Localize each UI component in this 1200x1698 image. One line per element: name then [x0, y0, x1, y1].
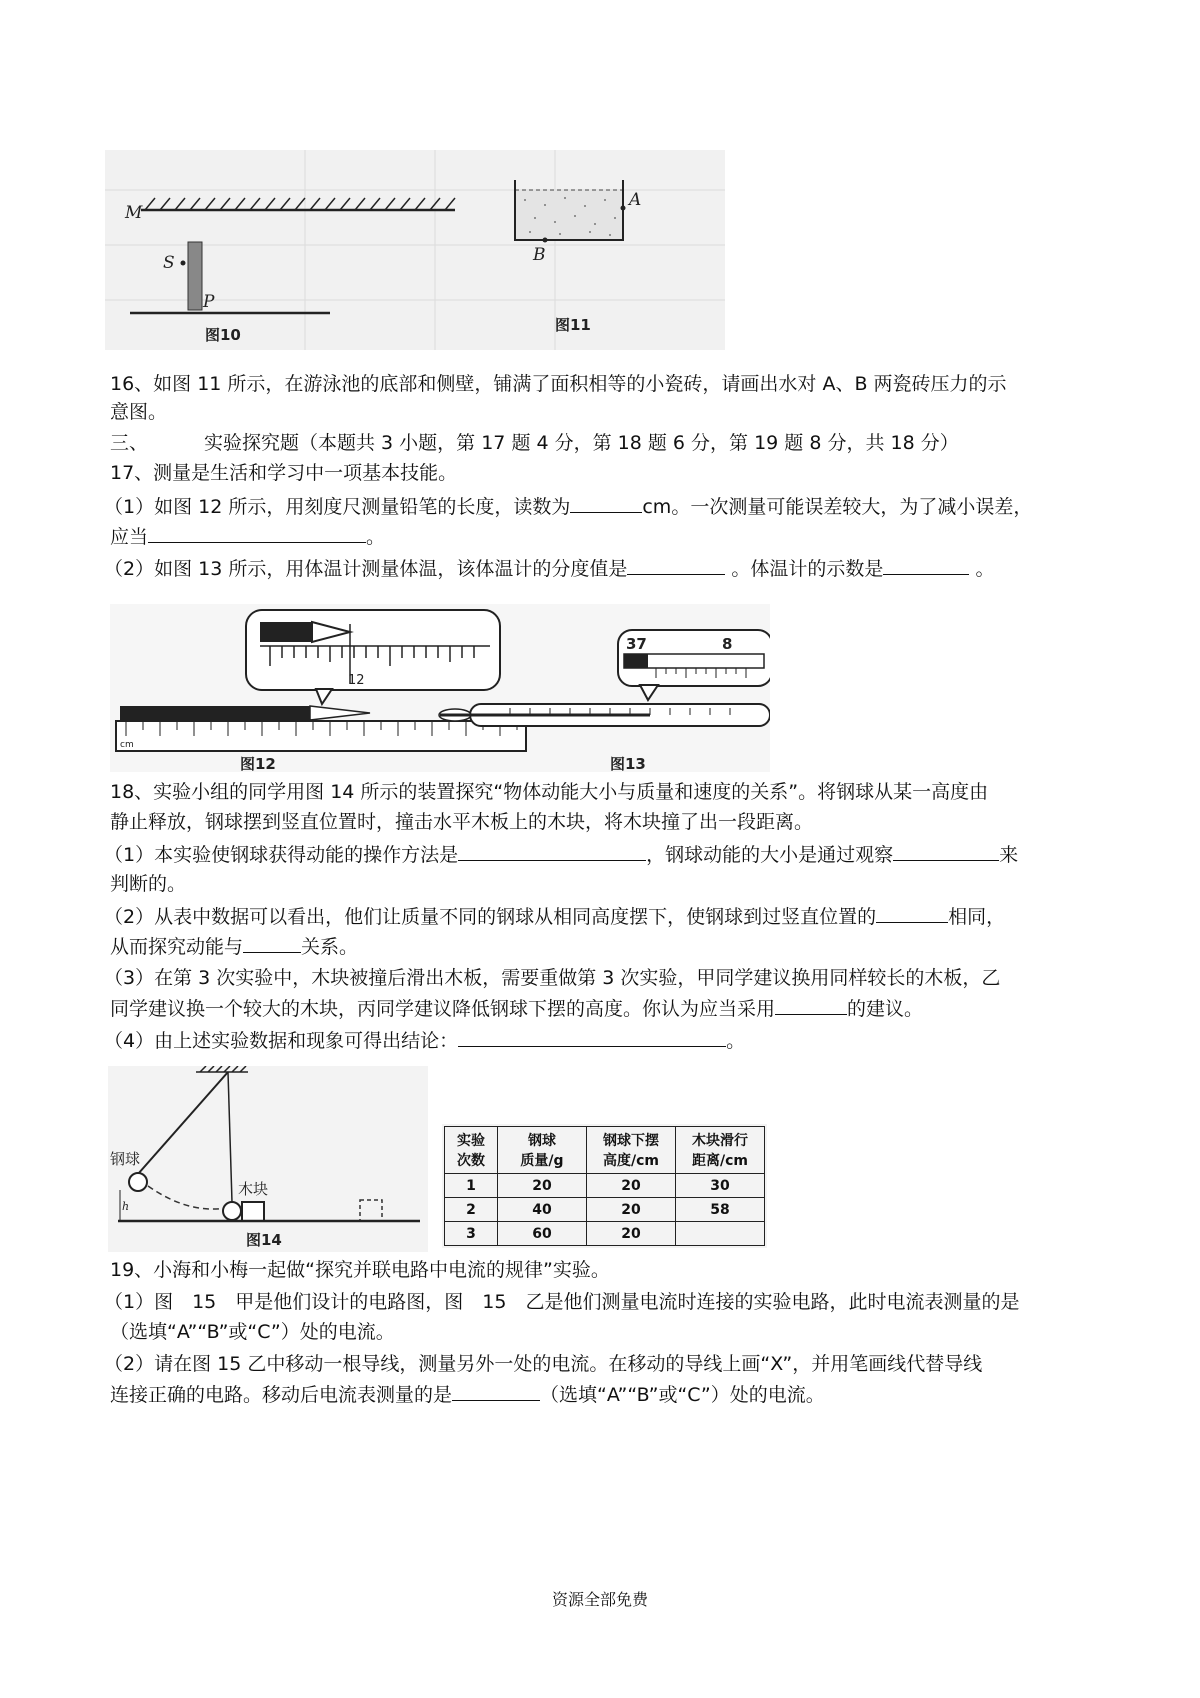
q17-blank-method[interactable]: [148, 522, 366, 543]
q19-part-1-cont: （选填“A”“B”或“C”）处的电流。: [110, 1321, 395, 1343]
point-label-b: B: [533, 245, 546, 265]
table-row: [445, 1174, 765, 1198]
q19-p2-text-b: 连接正确的电路。移动后电流表测量的是: [110, 1384, 453, 1406]
q16-line-2: 意图。: [110, 401, 168, 423]
q19-stem: 19、小海和小梅一起做“探究并联电路中电流的规律”实验。: [110, 1259, 610, 1281]
q19-part-1: （1）图 15 甲是他们设计的电路图，图 15 乙是他们测量电流时连接的实验电路，此时电流表测量的是: [104, 1291, 1020, 1313]
table-cell: 1: [445, 1174, 498, 1198]
section-number: 三、: [110, 432, 149, 454]
q18-line-1: 18、实验小组的同学用图 14 所示的装置探究“物体动能大小与质量和速度的关系”。将钢球从某一高度由: [110, 781, 989, 803]
q17-stem: 17、测量是生活和学习中一项基本技能。: [110, 462, 458, 484]
mirror-label-m: M: [125, 203, 143, 223]
q18-part-4: [104, 1026, 745, 1055]
q17-blank-division[interactable]: [627, 554, 725, 575]
q18-part-3: （3）在第 3 次实验中，木块被撞后滑出木板，需要重做第 3 次实验，甲同学建议换用同样较长的木板，乙: [104, 967, 1001, 989]
q19-blank-location[interactable]: [452, 1380, 540, 1401]
q17-part-1-cont: [110, 522, 385, 551]
q18-blank-suggestion[interactable]: [775, 994, 847, 1015]
table-cell: 2: [445, 1198, 498, 1222]
q17-p1-text-a: （1）如图 12 所示，用刻度尺测量铅笔的长度，读数为: [104, 496, 571, 518]
q18-part-1: [104, 840, 1018, 869]
wood-block: [242, 1202, 264, 1221]
opaque-plate: [188, 242, 202, 310]
q18-blank-same[interactable]: [876, 902, 948, 923]
q18-p1-text-b: ，钢球动能的大小是通过观察: [646, 844, 894, 866]
table-row: [445, 1222, 765, 1246]
source-label-s: S: [163, 253, 175, 273]
q18-p4-text-b: 。: [726, 1030, 746, 1052]
q18-part-1-cont: 判断的。: [110, 873, 187, 895]
section-3-heading: [110, 429, 959, 457]
q18-p2-text-c: 从而探究动能与: [110, 936, 244, 958]
table-cell: 30: [676, 1174, 765, 1198]
plate-label-p: P: [203, 292, 215, 312]
light-source-dot: [181, 261, 186, 266]
section-title: 实验探究题（本题共 3 小题，第 17 题 4 分，第 18 题 6 分，第 19 题 8 分，共 18 分）: [204, 432, 959, 454]
q19-part-2-cont: [110, 1380, 825, 1409]
fig12-tick-12: 12: [348, 673, 365, 688]
q17-p1-text-b: cm。一次测量可能误差较大，为了减小误差，: [642, 496, 1033, 518]
q18-p2-text-a: （2）从表中数据可以看出，他们让质量不同的钢球从相同高度摆下，使钢球到过竖直位置的: [104, 906, 877, 928]
q18-p2-text-b: 相同，: [948, 906, 1006, 928]
q17-blank-temperature[interactable]: [883, 554, 969, 575]
q18-blank-conclusion[interactable]: [458, 1026, 726, 1047]
q17-p2-text-b: 。体温计的示数是: [725, 558, 884, 580]
fig14-data-table: [442, 1124, 767, 1248]
point-label-a: A: [629, 190, 642, 210]
page-footer: 资源全部免费: [551, 1590, 648, 1609]
q19-part-2: （2）请在图 15 乙中移动一根导线，测量另外一处的电流。在移动的导线上画“X”，并用笔画线代替导线: [104, 1353, 983, 1375]
table-cell: 20: [587, 1174, 676, 1198]
q18-blank-operation[interactable]: [458, 840, 646, 861]
q17-blank-reading[interactable]: [570, 492, 642, 513]
q18-p2-text-d: 关系。: [301, 936, 359, 958]
q18-blank-relation[interactable]: [243, 932, 301, 953]
q17-part-1: [104, 492, 1032, 521]
table-cell: 20: [498, 1174, 587, 1198]
q17-p1-text-c: 应当: [110, 526, 149, 548]
table-cell: [676, 1222, 765, 1246]
fig12-unit: cm: [120, 740, 134, 750]
q18-blank-observe[interactable]: [893, 840, 999, 861]
q18-p4-text-a: （4）由上述实验数据和现象可得出结论：: [104, 1030, 459, 1052]
q17-p2-text-c: 。: [969, 558, 995, 580]
q18-part-3-cont: [110, 994, 923, 1023]
q18-line-2: 静止释放，钢球摆到竖直位置时，撞击水平木板上的木块，将木块撞了出一段距离。: [110, 811, 814, 833]
table-cell: 20: [587, 1222, 676, 1246]
fig13-scale-8: 8: [722, 635, 733, 653]
q16-line-1: 16、如图 11 所示，在游泳池的底部和侧壁，铺满了面积相等的小瓷砖，请画出水对 A、B 两瓷砖压力的示: [110, 373, 1007, 395]
wood-block-label: 木块: [238, 1180, 269, 1198]
fig14-caption: 图14: [246, 1231, 282, 1249]
figure-10-11: [105, 150, 725, 350]
fig10-caption: 图10: [205, 326, 241, 344]
steel-ball-bottom: [223, 1202, 241, 1220]
figure-14: [108, 1066, 428, 1252]
table-cell: 58: [676, 1198, 765, 1222]
table-cell: 60: [498, 1222, 587, 1246]
header-height: 钢球下摆 高度/cm: [587, 1127, 676, 1174]
experiment-table: [444, 1126, 765, 1246]
q18-p3-text-b: 同学建议换一个较大的木块，丙同学建议降低钢球下摆的高度。你认为应当采用: [110, 998, 776, 1020]
fig13-caption: 图13: [610, 755, 646, 772]
steel-ball-label: 钢球: [110, 1150, 141, 1168]
q18-p3-text-c: 的建议。: [847, 998, 924, 1020]
steel-ball-raised: [129, 1173, 147, 1191]
header-mass: 钢球 质量/g: [498, 1127, 587, 1174]
q17-p2-text-a: （2）如图 13 所示，用体温计测量体温，该体温计的分度值是: [104, 558, 628, 580]
height-label: h: [122, 1200, 130, 1213]
table-cell: 3: [445, 1222, 498, 1246]
table-cell: 40: [498, 1198, 587, 1222]
table-row: [445, 1198, 765, 1222]
q18-part-2: [104, 902, 1005, 931]
fig11-caption: 图11: [555, 316, 591, 334]
q17-part-2: [104, 554, 994, 583]
header-trial: 实验 次数: [445, 1127, 498, 1174]
table-header-row: [445, 1127, 765, 1174]
q18-p1-text-c: 来: [999, 844, 1019, 866]
fig13-scale-37: 37: [626, 635, 647, 653]
figure-12-13: [110, 604, 770, 772]
fig12-caption: 图12: [240, 755, 276, 772]
q18-part-2-cont: [110, 932, 358, 961]
table-cell: 20: [587, 1198, 676, 1222]
header-distance: 木块滑行 距离/cm: [676, 1127, 765, 1174]
q18-p1-text-a: （1）本实验使钢球获得动能的操作方法是: [104, 844, 459, 866]
q17-p1-text-d: 。: [366, 526, 386, 548]
q19-p2-text-c: （选填“A”“B”或“C”）处的电流。: [540, 1384, 825, 1406]
